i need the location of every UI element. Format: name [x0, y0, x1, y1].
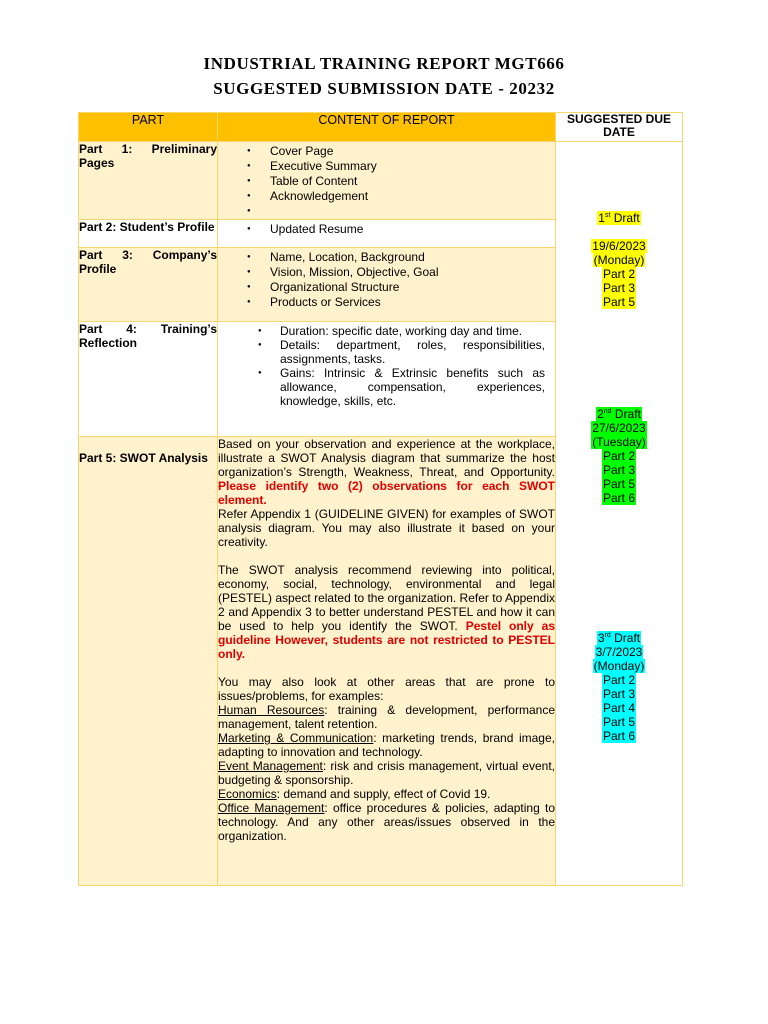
- draft-1: [556, 211, 682, 309]
- area-item: Human Resources: training & development, performance management, talent retention.: [218, 703, 555, 731]
- draft-3-part: Part 3: [602, 687, 635, 701]
- draft-1-title: 1st Draft: [598, 211, 640, 225]
- table-row: [79, 142, 683, 220]
- submission-date-title: SUGGESTED SUBMISSION DATE - 20232: [213, 79, 555, 98]
- draft-1-date: 19/6/2023: [592, 239, 646, 253]
- content-list: [218, 322, 555, 408]
- area-item: Economics: demand and supply, effect of Covid 19.: [218, 787, 491, 801]
- content-cell: [218, 322, 556, 437]
- part-label: Part 3: Company’s Profile: [79, 248, 218, 322]
- list-item: ● Details: department, roles, responsibilities, assignments, tasks.: [280, 338, 545, 366]
- list-item: ● Cover Page: [270, 144, 549, 159]
- part-label: Part 1: Preliminary Pages: [79, 142, 218, 220]
- list-item: ● Organizational Structure: [270, 280, 549, 295]
- draft-3-date: 3/7/2023: [595, 645, 643, 659]
- pestel-restriction: However, students are not restricted to PESTEL only.: [218, 633, 555, 661]
- draft-3-day: (Monday): [593, 659, 645, 673]
- swot-paragraph-2: Refer Appendix 1 (GUIDELINE GIVEN) for examples of SWOT analysis diagram. You may also illustrate it based on your creativity.: [218, 507, 555, 549]
- list-item: ● Vision, Mission, Objective, Goal: [270, 265, 549, 280]
- draft-2-day: (Tuesday): [592, 435, 646, 449]
- report-title: INDUSTRIAL TRAINING REPORT MGT666: [203, 54, 565, 73]
- header-part: PART: [79, 113, 218, 142]
- draft-3-part: Part 4: [602, 701, 635, 715]
- draft-2-part: Part 6: [602, 491, 635, 505]
- content-cell: [218, 220, 556, 248]
- list-item: ● Duration: specific date, working day and time.: [280, 324, 545, 338]
- draft-3: [556, 631, 682, 743]
- content-list: [218, 248, 555, 310]
- draft-2-part: Part 2: [602, 449, 635, 463]
- list-item: ● Gains: Intrinsic & Extrinsic benefits such as allowance, compensation, experiences, knowledge, skills, etc.: [280, 366, 545, 408]
- content-cell: [218, 142, 556, 220]
- table-header-row: [79, 113, 683, 142]
- part-label: Part 4: Training’s Reflection: [79, 322, 218, 437]
- list-item: [270, 204, 549, 219]
- draft-2-title: 2nd Draft: [597, 407, 641, 421]
- content-list: [218, 142, 555, 219]
- part-label: Part 5: SWOT Analysis: [79, 437, 218, 886]
- draft-3-part: Part 6: [602, 729, 635, 743]
- list-item: ● Products or Services: [270, 295, 549, 310]
- draft-3-title: 3rd Draft: [597, 631, 641, 645]
- swot-paragraph-4: You may also look at other areas that are prone to issues/problems, for examples:: [218, 675, 555, 703]
- swot-requirement: Please identify two (2) observations for each SWOT element.: [218, 479, 555, 507]
- area-item: Office Management: office procedures & policies, adapting to technology. And any other areas/issues observed in the organization.: [218, 801, 555, 843]
- list-item: ● Executive Summary: [270, 159, 549, 174]
- draft-2-date: 27/6/2023: [592, 421, 646, 435]
- draft-2: [556, 407, 682, 505]
- draft-3-part: Part 2: [602, 673, 635, 687]
- draft-3-part: Part 5: [602, 715, 635, 729]
- content-list: [218, 220, 555, 237]
- list-item: ● Name, Location, Background: [270, 250, 549, 265]
- header-content: CONTENT OF REPORT: [218, 113, 556, 142]
- part-label: Part 2: Student’s Profile: [79, 220, 218, 248]
- draft-2-part: Part 5: [602, 477, 635, 491]
- draft-1-part: Part 3: [602, 281, 635, 295]
- draft-1-day: (Monday): [593, 253, 645, 267]
- pestel-note: Pestel only as guideline: [218, 619, 555, 647]
- report-table: [78, 112, 683, 886]
- swot-content-cell: [218, 437, 556, 886]
- area-item: Event Management: risk and crisis management, virtual event, budgeting & sponsorship.: [218, 759, 555, 787]
- list-item: ● Updated Resume: [270, 222, 549, 237]
- header-due-date: SUGGESTED DUE DATE: [556, 113, 683, 142]
- due-date-cell: [556, 142, 683, 886]
- area-item: Marketing & Communication: marketing trends, brand image, adapting to innovation and technology.: [218, 731, 555, 759]
- draft-1-part: Part 5: [602, 295, 635, 309]
- list-item: ● Table of Content: [270, 174, 549, 189]
- list-item: ● Acknowledgement: [270, 189, 549, 204]
- draft-2-part: Part 3: [602, 463, 635, 477]
- swot-paragraph-3: The SWOT analysis recommend reviewing into political, economy, social, technology, environmental and legal (PESTEL) aspect related to the organization. Refer to Appendix 2 and Appendix 3 to better understand PESTEL and how it can be used to help you identify the SWOT. Pestel only as guideline However, students are not restricted to PESTEL only.: [218, 563, 555, 661]
- content-cell: [218, 248, 556, 322]
- draft-1-part: Part 2: [602, 267, 635, 281]
- swot-paragraph-1: Based on your observation and experience at the workplace, illustrate a SWOT Analysis diagram that summarize the host organization’s Strength, Weakness, Threat, and Opportunity. Please identify two (2) observations for each SWOT element.: [218, 437, 555, 507]
